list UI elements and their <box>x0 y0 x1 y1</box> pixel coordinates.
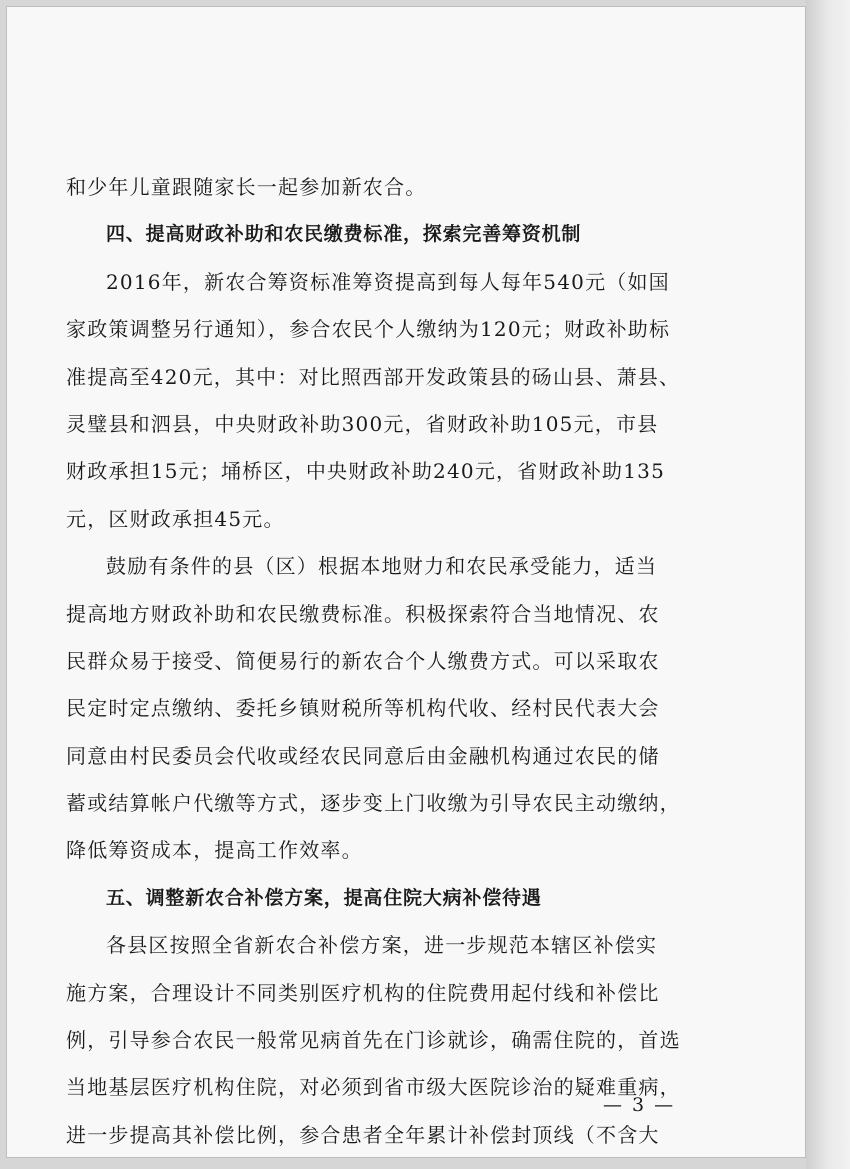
body-line: 进一步提高其补偿比例，参合患者全年累计补偿封顶线（不含大 <box>66 1122 660 1147</box>
document-body <box>66 164 686 1159</box>
body-line: 财政承担15元；埇桥区，中央财政补助240元，省财政补助135 <box>66 459 665 484</box>
body-line: 灵璧县和泗县，中央财政补助300元，省财政补助105元，市县 <box>66 411 659 436</box>
body-line: 民群众易于接受、简便易行的新农合个人缴费方式。可以采取农 <box>66 648 660 673</box>
paragraph-first-line: 各县区按照全省新农合补偿方案，进一步规范本辖区补偿实 <box>106 933 658 958</box>
body-line: 施方案，合理设计不同类别医疗机构的住院费用起付线和补偿比 <box>66 980 660 1005</box>
scan-edge <box>806 0 850 1169</box>
body-line: 同意由村民委员会代收或经农民同意后由金融机构通过农民的储 <box>66 743 660 768</box>
body-line: 和少年儿童跟随家长一起参加新农合。 <box>66 175 427 199</box>
body-line: 当地基层医疗机构住院，对必须到省市级大医院诊治的疑难重病， <box>66 1075 681 1100</box>
page-number: — 3 — <box>603 1094 676 1116</box>
body-line: 家政策调整另行通知），参合农民个人缴纳为120元；财政补助标 <box>66 317 671 342</box>
paragraph-first-line: 鼓励有条件的县（区）根据本地财力和农民承受能力，适当 <box>106 554 658 579</box>
body-line: 提高地方财政补助和农民缴费标准。积极探索符合当地情况、农 <box>66 601 660 626</box>
section-heading: 五、调整新农合补偿方案，提高住院大病补偿待遇 <box>106 886 542 909</box>
document-page <box>6 6 807 1158</box>
body-line: 元，区财政承担45元。 <box>66 506 285 531</box>
body-line: 民定时定点缴纳、委托乡镇财税所等机构代收、经村民代表大会 <box>66 696 660 721</box>
body-line: 降低筹资成本，提高工作效率。 <box>66 838 363 863</box>
section-heading: 四、提高财政补助和农民缴费标准，探索完善筹资机制 <box>106 223 582 246</box>
body-line: 准提高至420元，其中：对比照西部开发政策县的砀山县、萧县、 <box>66 364 681 389</box>
body-line: 例，引导参合农民一般常见病首先在门诊就诊，确需住院的，首选 <box>66 1028 681 1053</box>
paragraph-first-line: 2016年，新农合筹资标准筹资提高到每人每年540元（如国 <box>106 269 670 294</box>
body-line: 蓄或结算帐户代缴等方式，逐步变上门收缴为引导农民主动缴纳， <box>66 791 681 816</box>
